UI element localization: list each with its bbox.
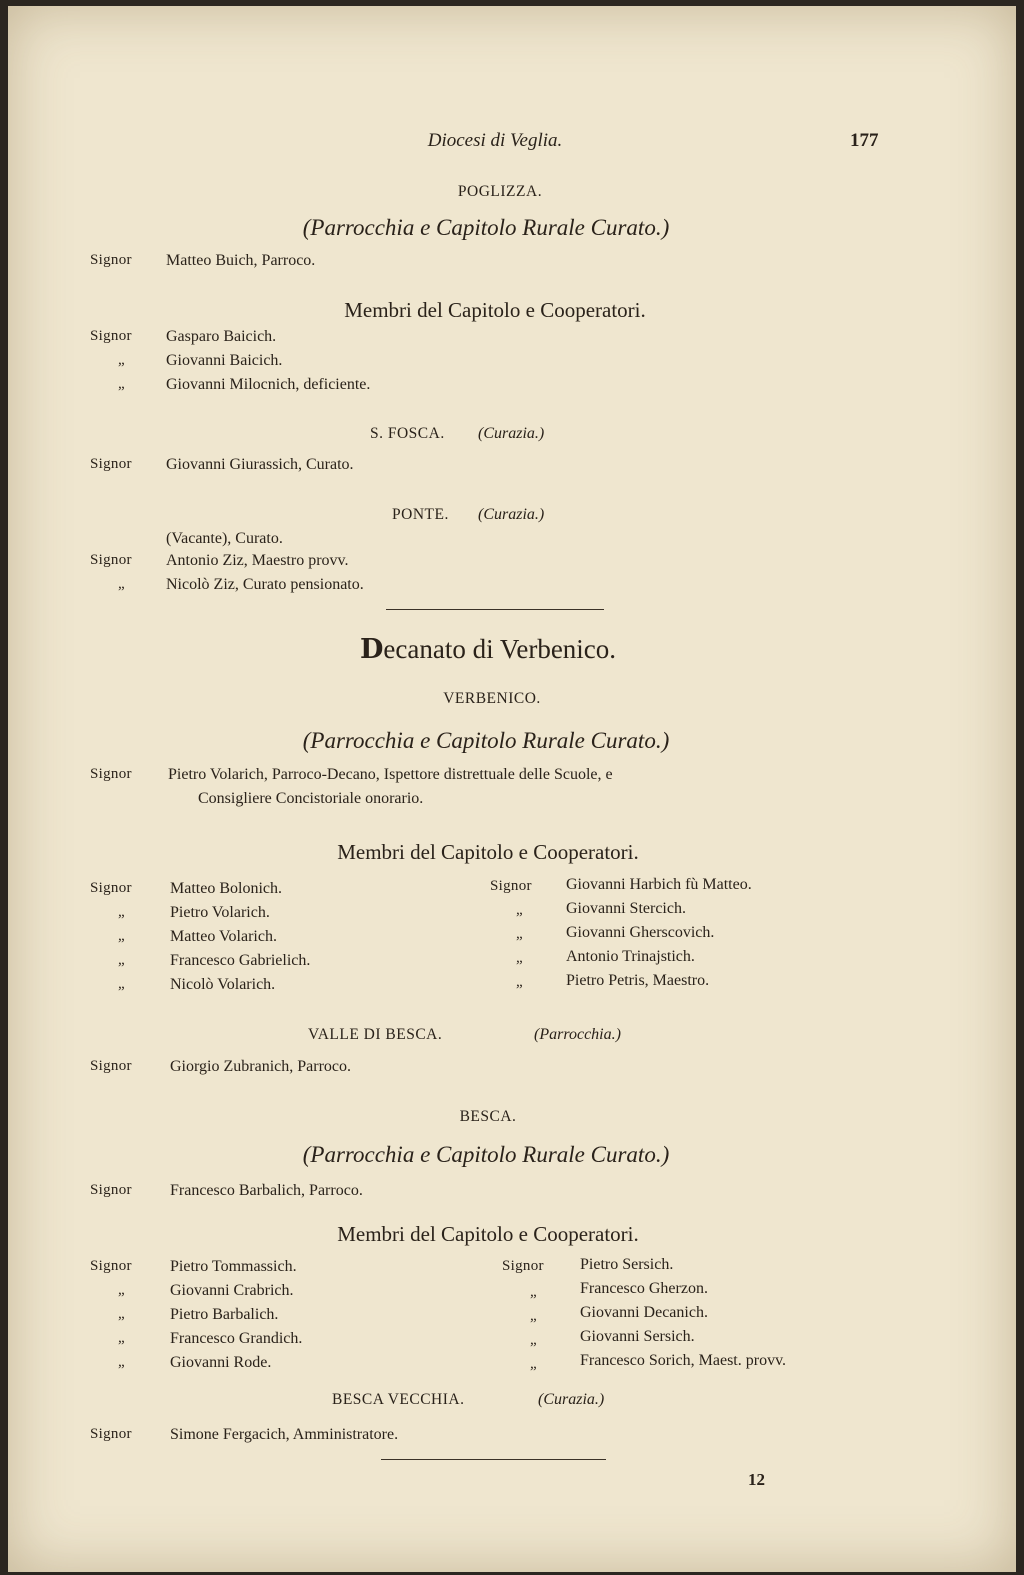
deanery-title-rest: ecanato di Verbenico. (383, 634, 617, 664)
place-heading-fosca: S. FOSCA. (370, 425, 445, 442)
rite-besca-vecchia: (Curazia.) (538, 1391, 605, 1408)
rite-valle-di-besca: (Parrocchia.) (534, 1026, 621, 1043)
member-entry: Pietro Petris, Maestro. (566, 972, 710, 989)
member-entry: Giovanni Milocnich, deficiente. (166, 376, 371, 393)
entry-label: Signor (90, 766, 132, 782)
member-entry: Matteo Bolonich. (170, 880, 282, 897)
section-rule (381, 1459, 606, 1460)
signature-mark: 12 (748, 1470, 765, 1489)
member-entry: Giovanni Crabrich. (170, 1282, 294, 1299)
ditto-mark: „ (530, 1332, 537, 1348)
member-entry: Antonio Trinajstich. (566, 948, 695, 965)
page-number: 177 (850, 130, 879, 151)
member-entry: Pietro Volarich. (170, 904, 270, 921)
running-head: Diocesi di Veglia. (427, 130, 563, 151)
place-heading-poglizza: POGLIZZA. (457, 183, 543, 200)
curate-entry: Giovanni Giurassich, Curato. (166, 456, 354, 473)
member-entry: Matteo Volarich. (170, 928, 277, 945)
ditto-mark: „ (118, 928, 125, 944)
ditto-mark: „ (530, 1284, 537, 1300)
member-entry: Nicolò Volarich. (170, 976, 276, 993)
ditto-mark: „ (516, 926, 523, 942)
entry-label: Signor (90, 456, 132, 472)
book-page (8, 6, 1016, 1572)
member-entry: Francesco Gherzon. (580, 1280, 708, 1297)
deanery-heading (360, 634, 616, 665)
entry-label: Signor (90, 252, 132, 268)
ditto-mark: „ (118, 952, 125, 968)
member-entry: Giovanni Sersich. (580, 1328, 695, 1345)
entry-label: Signor (90, 1426, 132, 1442)
member-entry: Giovanni Harbich fù Matteo. (566, 876, 752, 893)
parish-dean-entry-continued: Consigliere Concistoriale onorario. (198, 790, 424, 807)
entry-label: Signor (90, 1058, 132, 1074)
ditto-mark: „ (118, 904, 125, 920)
place-heading-ponte: PONTE. (392, 506, 449, 523)
member-entry: Gasparo Baicich. (166, 328, 277, 345)
place-heading-besca: BESCA. (459, 1108, 517, 1125)
rite-poglizza: (Parrocchia e Capitolo Rurale Curato.) (302, 215, 670, 240)
member-entry: Giovanni Stercich. (566, 900, 686, 917)
entry-label: Signor (502, 1258, 544, 1274)
ditto-mark: „ (118, 1354, 125, 1370)
entry-label: Signor (90, 552, 132, 568)
place-heading-besca-vecchia: BESCA VECCHIA. (332, 1391, 465, 1408)
rite-ponte: (Curazia.) (478, 506, 545, 523)
rite-besca: (Parrocchia e Capitolo Rurale Curato.) (302, 1142, 670, 1167)
parish-priest-entry: Francesco Barbalich, Parroco. (170, 1182, 363, 1199)
ditto-mark: „ (516, 950, 523, 966)
teacher-entry: Antonio Ziz, Maestro provv. (166, 552, 349, 569)
rite-verbenico: (Parrocchia e Capitolo Rurale Curato.) (302, 728, 670, 753)
place-heading-verbenico: VERBENICO. (443, 690, 541, 707)
parish-dean-entry: Pietro Volarich, Parroco-Decano, Ispettore distrettuale delle Scuole, e (168, 766, 613, 783)
parish-priest-entry: Matteo Buich, Parroco. (166, 252, 316, 269)
member-entry: Giovanni Decanich. (580, 1304, 708, 1321)
ditto-mark: „ (118, 576, 125, 592)
ditto-mark: „ (118, 1282, 125, 1298)
member-entry: Giovanni Rode. (170, 1354, 272, 1371)
ditto-mark: „ (118, 1306, 125, 1322)
entry-label: Signor (90, 1182, 132, 1198)
member-entry: Pietro Barbalich. (170, 1306, 279, 1323)
deanery-initial: D (359, 634, 384, 665)
ditto-mark: „ (118, 976, 125, 992)
ditto-mark: „ (118, 1330, 125, 1346)
members-heading-besca: Membri del Capitolo e Cooperatori. (337, 1222, 639, 1246)
member-entry: Francesco Sorich, Maest. provv. (580, 1352, 787, 1369)
vacancy-entry: (Vacante), Curato. (166, 530, 283, 547)
member-entry: Giovanni Baicich. (166, 352, 283, 369)
place-heading-valle-di-besca: VALLE DI BESCA. (308, 1026, 443, 1043)
parish-priest-entry: Giorgio Zubranich, Parroco. (170, 1058, 351, 1075)
entry-label: Signor (90, 880, 132, 896)
retired-curate-entry: Nicolò Ziz, Curato pensionato. (166, 576, 364, 593)
section-rule (386, 609, 604, 610)
member-entry: Pietro Tommassich. (170, 1258, 297, 1275)
entry-label: Signor (90, 1258, 132, 1274)
ditto-mark: „ (118, 352, 125, 368)
member-entry: Francesco Gabrielich. (170, 952, 311, 969)
ditto-mark: „ (118, 376, 125, 392)
member-entry: Pietro Sersich. (580, 1256, 674, 1273)
ditto-mark: „ (516, 902, 523, 918)
entry-label: Signor (90, 328, 132, 344)
ditto-mark: „ (516, 974, 523, 990)
member-entry: Francesco Grandich. (170, 1330, 303, 1347)
ditto-mark: „ (530, 1308, 537, 1324)
members-heading-poglizza: Membri del Capitolo e Cooperatori. (344, 298, 646, 322)
member-entry: Giovanni Gherscovich. (566, 924, 715, 941)
ditto-mark: „ (530, 1356, 537, 1372)
members-heading-verbenico: Membri del Capitolo e Cooperatori. (337, 840, 639, 864)
rite-fosca: (Curazia.) (478, 425, 545, 442)
administrator-entry: Simone Fergacich, Amministratore. (170, 1426, 399, 1443)
entry-label: Signor (490, 878, 532, 894)
